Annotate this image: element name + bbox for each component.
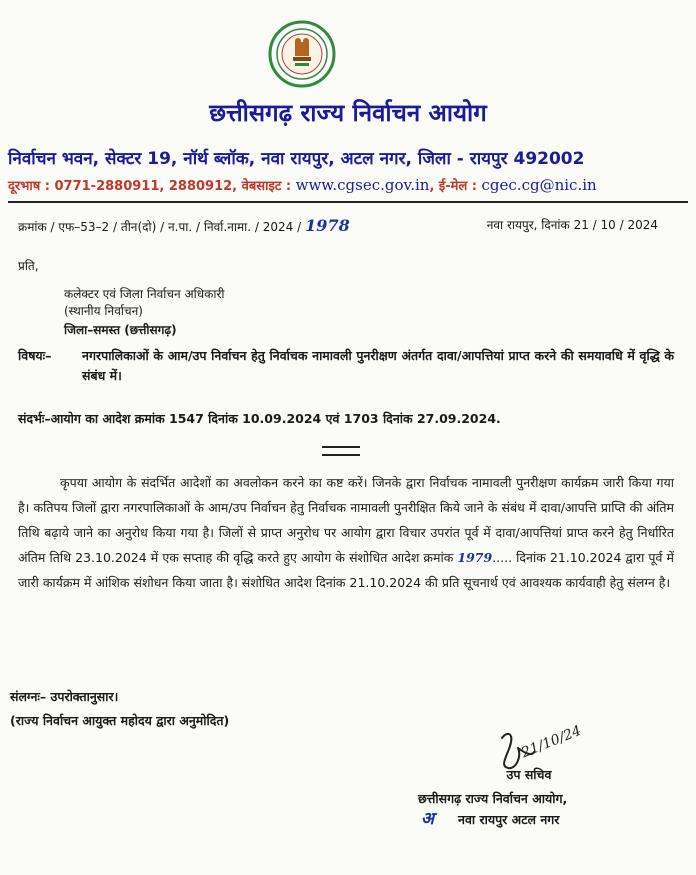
signatory-org: छत्तीसगढ़ राज्य निर्वाचन आयोग, <box>418 791 568 806</box>
contact-line <box>8 176 597 194</box>
signatory-place: नवा रायपुर अटल नगर <box>458 812 560 827</box>
body-text-part-1: कृपया आयोग के संदर्भित आदेशों का अवलोकन करने का कष्ट करें। जिनके द्वारा निर्वाचक नामावली पुनरीक्षण कार्यक्रम जारी किया गया है। कतिपय जिलों द्वारा नगरपालिकाओं के आम/उप निर्वाचन हेतु निर्वाचक नामावली पुनरीक्षित किये जाने के संबंध में दावा/आपत्ति प्राप्ति की अंतिम तिथि बढ़ाये जाने का अनुरोध किया गया है। जिलों से प्राप्त अनुरोध पर आयोग द्वारा विचार उपरांत पूर्व में दावा/आपत्तियां प्राप्त करने हेतु निर्धारित अंतिम तिथि 23.10.2024 में एक सप्ताह की वृद्धि करते हुए आयोग के संशोधित आदेश क्रमांक <box>18 475 674 565</box>
handwritten-ref-number: 1978 <box>305 216 350 235</box>
signature-date: 21/10/24 <box>519 722 584 762</box>
to-label: प्रति, <box>18 259 39 273</box>
ref-prefix: क्रमांक / एफ–53–2 / तीन(दो) / न.पा. / निर्वा.नामा. / 2024 / <box>18 220 302 234</box>
signatory-designation: उप सचिव <box>506 767 552 782</box>
email-label: , ई-मेल : <box>429 179 482 194</box>
approval-note: (राज्य निर्वाचन आयुक्त महोदय द्वारा अनुमोदित) <box>10 713 230 728</box>
enclosure-note: संलग्नः– उपरोक्तानुसार। <box>10 689 119 704</box>
handwritten-order-number: 1979 <box>457 550 493 565</box>
commission-emblem-icon <box>268 20 336 88</box>
handwritten-initial: अ <box>421 809 434 829</box>
phone-label: दूरभाष : 0771-2880911, 2880912, वेबसाइट : <box>8 179 296 194</box>
recipient-line-2: (स्थानीय निर्वाचन) <box>64 304 143 318</box>
letter-date: नवा रायपुर, दिनांक 21 / 10 / 2024 <box>486 218 658 232</box>
reference-line: संदर्भः–आयोग का आदेश क्रमांक 1547 दिनांक 10.09.2024 एवं 1703 दिनांक 27.09.2024. <box>18 411 501 426</box>
body-paragraph <box>18 470 674 595</box>
address-line: निर्वाचन भवन, सेक्टर 19, नॉर्थ ब्लॉक, नवा रायपुर, अटल नगर, जिला - रायपुर 492002 <box>8 149 585 169</box>
subject-text: नगरपालिकाओं के आम/उप निर्वाचन हेतु निर्वाचक नामावली पुनरीक्षण अंतर्गत दावा/आपत्तियां प्राप्त करने की समयावधि में वृद्धि के संबंध में। <box>82 348 674 383</box>
section-separator <box>322 446 360 456</box>
org-title: छत्तीसगढ़ राज्य निर्वाचन आयोग <box>209 99 487 127</box>
subject <box>18 346 674 386</box>
recipient-line-1: कलेक्टर एवं जिला निर्वाचन अधिकारी <box>64 287 225 301</box>
header-divider <box>8 201 688 203</box>
subject-label: विषयः– <box>18 348 52 363</box>
reference-number-line <box>18 216 686 235</box>
email-link[interactable]: cgec.cg@nic.in <box>481 176 597 194</box>
body-text-part-2: ..... दिनांक 21.10.2024 द्वारा पूर्व में जारी कार्यक्रम में आंशिक संशोधन किया जाता है। संशोधित आदेश दिनांक 21.10.2024 की प्रति सूचनार्थ एवं आवश्यक कार्यवाही हेतु संलग्न है। <box>18 550 674 590</box>
website-link[interactable]: www.cgsec.gov.in <box>295 176 430 194</box>
recipient-line-3: जिला–समस्त (छत्तीसगढ़) <box>64 323 177 337</box>
